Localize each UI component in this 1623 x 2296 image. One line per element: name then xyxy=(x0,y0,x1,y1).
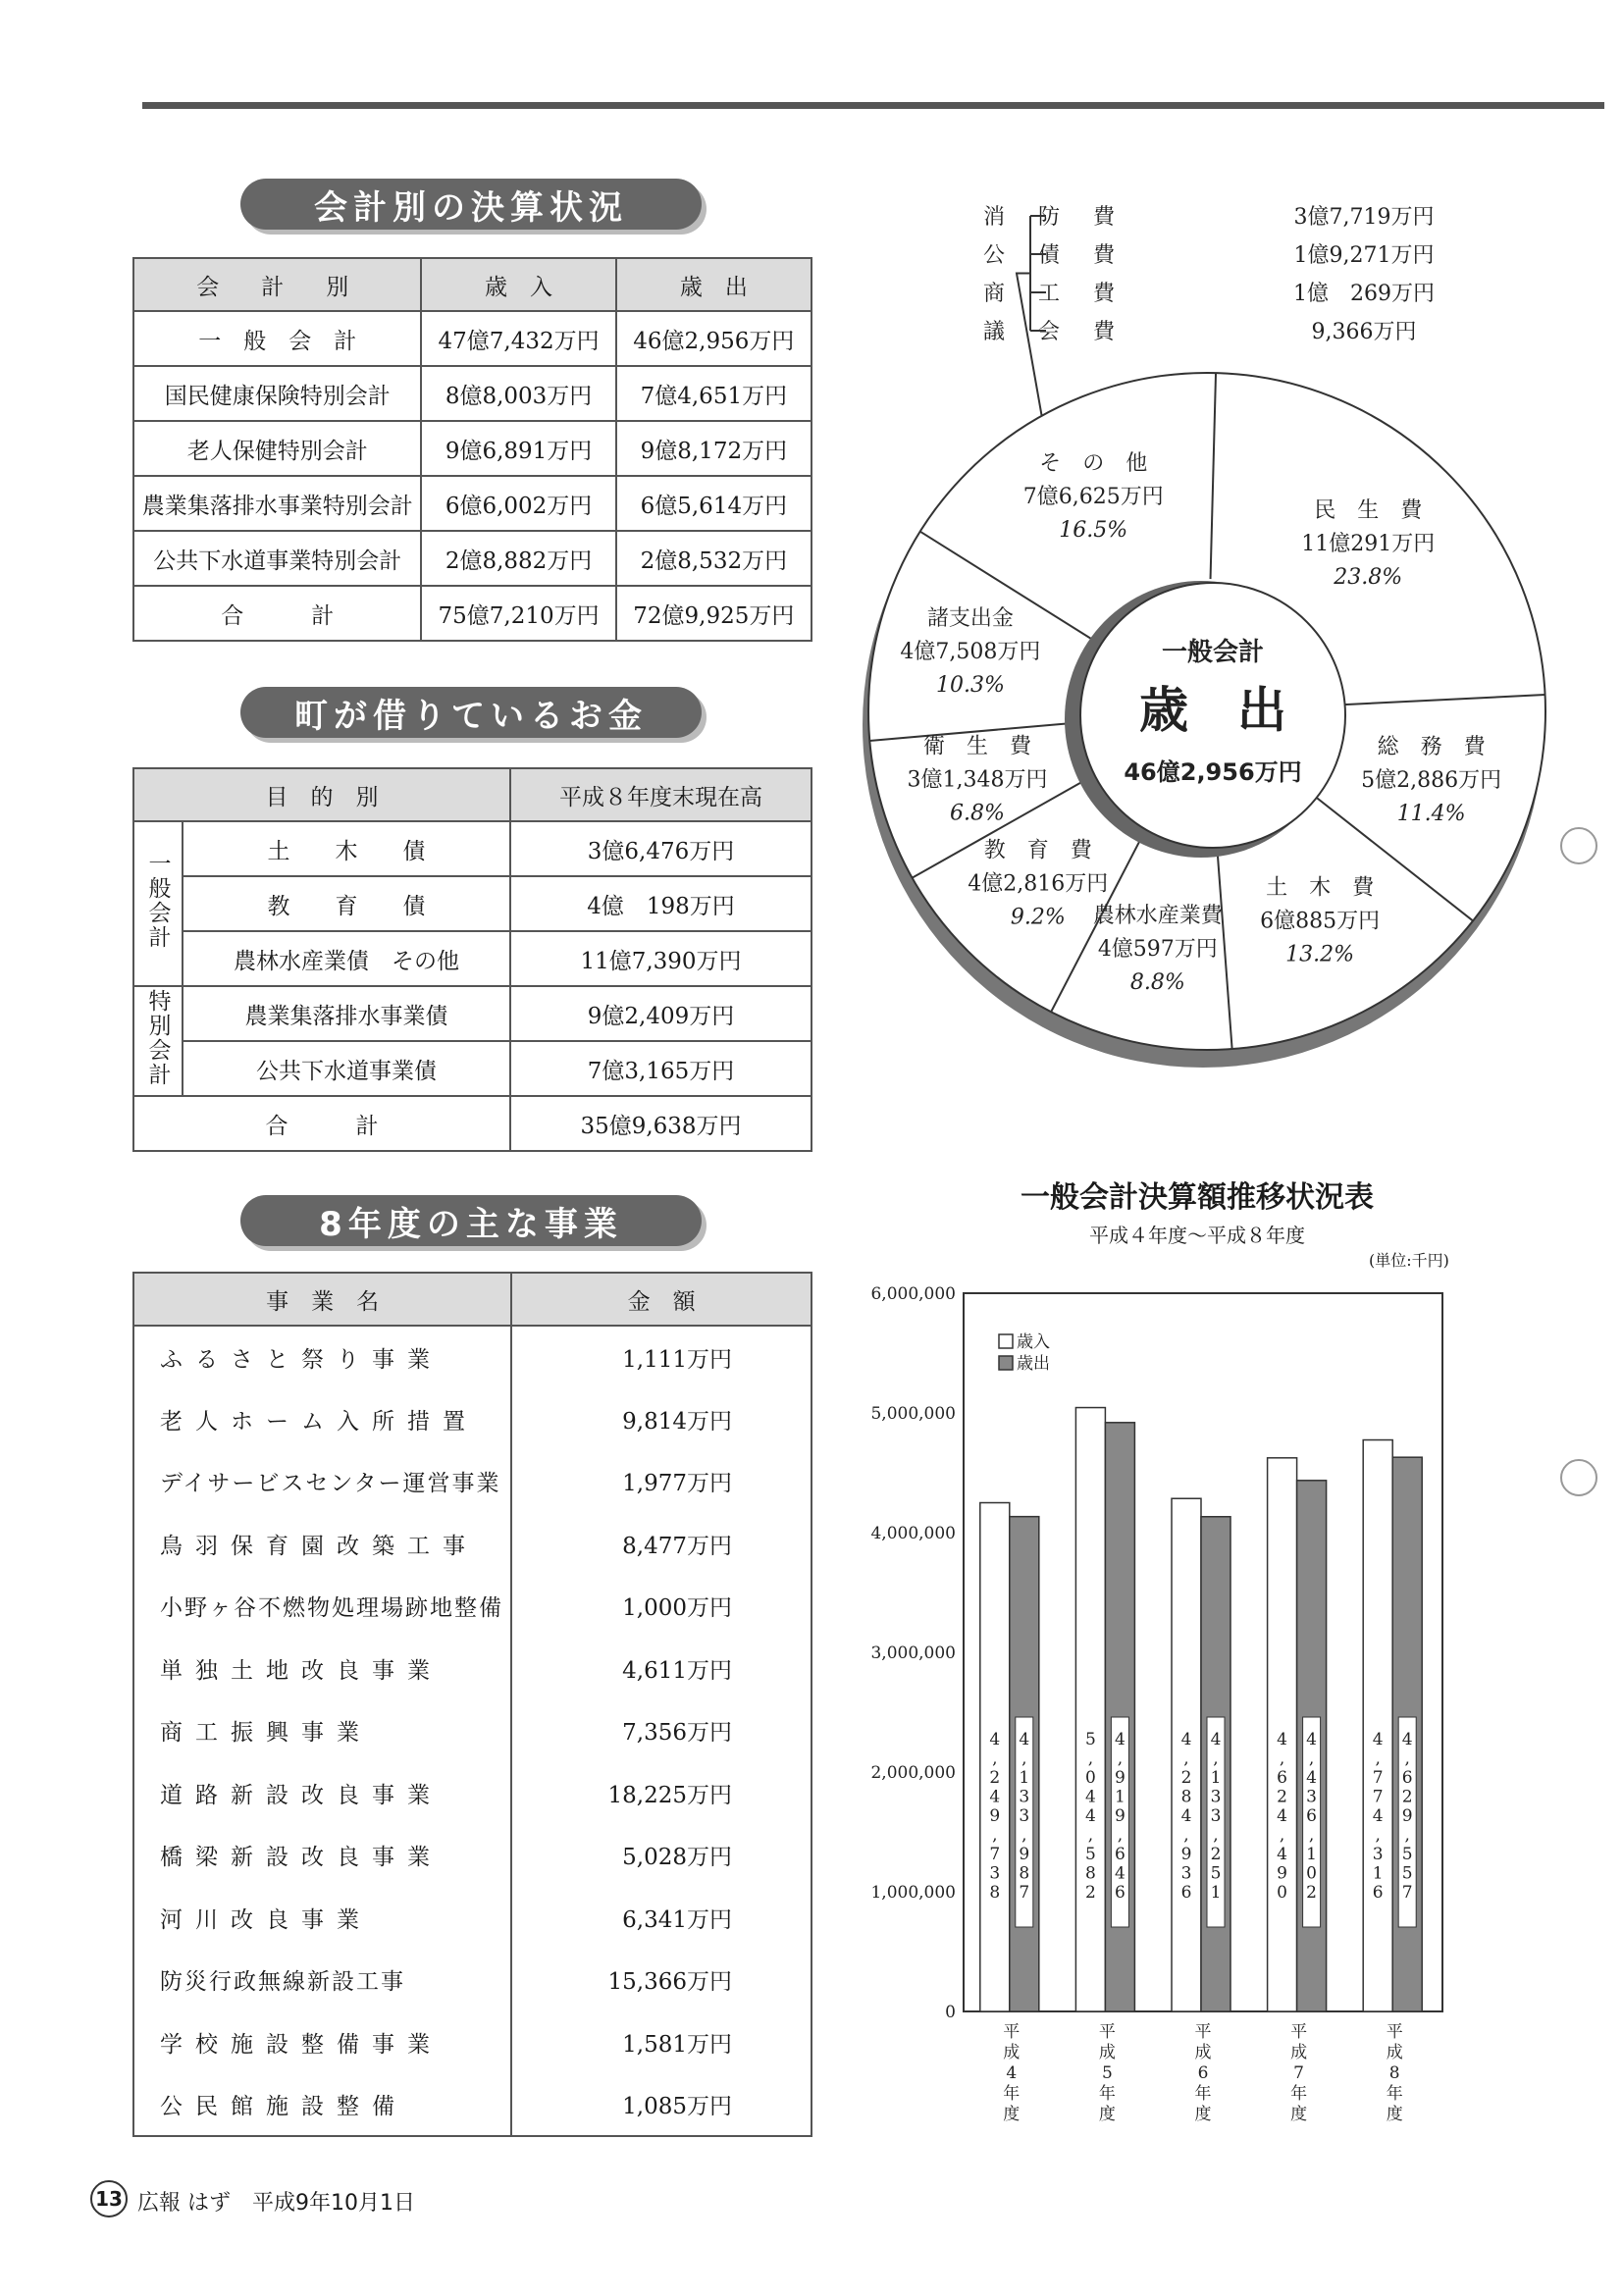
header-balance: 平成８年度末現在高 xyxy=(510,768,812,821)
project-row xyxy=(133,1949,812,2011)
punch-hole xyxy=(1560,1459,1597,1496)
x-category-label xyxy=(1290,2022,1307,2124)
slice-name: 諸支出金 xyxy=(926,605,1014,631)
bar-value-char: 1 xyxy=(1210,1768,1222,1788)
account-name: 老人保健特別会計 xyxy=(133,421,421,476)
x-category-char: 年 xyxy=(1194,2084,1212,2104)
project-amount: 1,581万円 xyxy=(622,2031,732,2058)
bar-value-char: 3 xyxy=(1306,1787,1318,1807)
debt-total-label: 合 計 xyxy=(133,1096,510,1151)
x-category-char: 年 xyxy=(1386,2084,1403,2104)
legend-swatch xyxy=(999,1334,1013,1348)
bar-value-char: 4 xyxy=(1401,1730,1413,1749)
x-category-char: 年 xyxy=(1098,2084,1116,2104)
project-amount: 18,225万円 xyxy=(607,1782,732,1808)
bar-value-char: 4 xyxy=(1180,1806,1192,1826)
y-tick-label: 6,000,000 xyxy=(870,1284,956,1304)
bar-value-char: 8 xyxy=(1180,1787,1192,1807)
bar-value-char: , xyxy=(1279,1825,1285,1846)
bar-value-char: 2 xyxy=(1277,1787,1288,1807)
debt-purpose: 農業集落排水事業債 xyxy=(183,986,510,1041)
x-category-char: 成 xyxy=(1003,2043,1021,2062)
project-amount: 8,477万円 xyxy=(622,1533,732,1559)
x-category-char: 平 xyxy=(1194,2022,1212,2042)
bar-value-char: , xyxy=(1183,1825,1189,1846)
bar-value-char: 5 xyxy=(1210,1863,1222,1884)
y-tick-label: 2,000,000 xyxy=(870,1763,956,1783)
project-row xyxy=(133,2073,812,2136)
bar-value-char: 9 xyxy=(989,1806,1001,1826)
bar-value-char: 6 xyxy=(1401,1768,1413,1788)
bar-value-label xyxy=(1398,1717,1416,1927)
project-name: 防災行政無線新設工事 xyxy=(133,1949,511,2011)
account-name: 農業集落排水事業特別会計 xyxy=(133,476,421,531)
slice-amount: 6億885万円 xyxy=(1260,909,1381,934)
bar-value-char: 3 xyxy=(1372,1845,1384,1864)
debt-table xyxy=(132,767,812,1152)
bar-value-char: 3 xyxy=(1019,1806,1030,1826)
slice-percent: 16.5% xyxy=(1059,518,1128,544)
bar-value-char: 6 xyxy=(1277,1768,1288,1788)
bar-value-char: 7 xyxy=(1372,1787,1384,1807)
x-category-char: 平 xyxy=(1098,2022,1116,2042)
slice-percent: 10.3% xyxy=(935,672,1005,698)
bar-value-char: , xyxy=(1279,1748,1285,1769)
bar-value-char: 1 xyxy=(1114,1787,1126,1807)
bar-value-char: , xyxy=(992,1748,998,1769)
section-title-debt: 町が借りているお金 xyxy=(240,687,702,738)
bar-value-char: 1 xyxy=(1372,1863,1384,1884)
bar-value-char: , xyxy=(1021,1748,1027,1769)
x-category-char: 度 xyxy=(1194,2105,1212,2124)
project-amount: 5,028万円 xyxy=(622,1845,732,1871)
slice-name: 農林水産業費 xyxy=(1092,903,1223,928)
account-expense: 6億5,614万円 xyxy=(616,476,812,531)
bar-value-char: 4 xyxy=(1180,1730,1192,1749)
x-category-char: 6 xyxy=(1197,2063,1209,2083)
debt-purpose: 土 木 債 xyxy=(183,821,510,876)
x-category-char: 4 xyxy=(1006,2063,1018,2083)
bar-value-char: 9 xyxy=(1114,1768,1126,1788)
others-item-amount: 9,366万円 xyxy=(1311,320,1417,344)
x-category-char: 8 xyxy=(1388,2063,1400,2083)
project-amount: 1,111万円 xyxy=(622,1346,732,1373)
project-row xyxy=(133,1513,812,1576)
top-rule xyxy=(142,102,1604,109)
slice-name: 衛 生 費 xyxy=(922,734,1031,759)
project-row xyxy=(133,1762,812,1825)
project-amount: 1,000万円 xyxy=(622,1595,732,1622)
bar-value-char: 1 xyxy=(1019,1768,1030,1788)
bar-value-char: 6 xyxy=(1180,1883,1192,1903)
bar-value-label xyxy=(1016,1717,1033,1927)
project-name: 老人ホーム入所措置 xyxy=(133,1388,511,1451)
bar-value-char: 3 xyxy=(1180,1863,1192,1884)
project-name: 道路新設改良事業 xyxy=(133,1762,511,1825)
account-name: 国民健康保険特別会計 xyxy=(133,366,421,421)
bar-value-char: 9 xyxy=(1019,1845,1030,1864)
bar-chart-subtitle: 平成４年度～平成８年度 xyxy=(1089,1224,1305,1247)
bar-value-char: 6 xyxy=(1114,1883,1126,1903)
project-amount: 7,356万円 xyxy=(622,1720,732,1747)
account-total-label: 合 計 xyxy=(133,586,421,641)
x-category-char: 成 xyxy=(1194,2043,1212,2062)
account-name: 公共下水道事業特別会計 xyxy=(133,531,421,586)
bar-value-char: 2 xyxy=(1306,1883,1318,1903)
project-row xyxy=(133,1699,812,1762)
projects-table xyxy=(132,1272,812,2137)
header-revenue: 歳 入 xyxy=(421,258,615,311)
section-title-projects: 8年度の主な事業 xyxy=(240,1195,702,1246)
punch-hole xyxy=(1560,827,1597,864)
bar-value-char: 4 xyxy=(1277,1730,1288,1749)
bar-value-char: 4 xyxy=(1210,1730,1222,1749)
slice-percent: 23.8% xyxy=(1334,564,1403,590)
account-name: 一 般 会 計 xyxy=(133,311,421,366)
debt-purpose: 教 育 債 xyxy=(183,876,510,931)
bar-value-char: 7 xyxy=(989,1845,1001,1864)
project-row xyxy=(133,1638,812,1700)
account-revenue: 2億8,882万円 xyxy=(421,531,615,586)
bar-chart-unit: (単位:千円) xyxy=(1369,1251,1449,1270)
bar-value-char: 5 xyxy=(1401,1845,1413,1864)
bar-revenue xyxy=(1363,1440,1392,2011)
slice-percent: 13.2% xyxy=(1285,942,1355,967)
x-category-char: 7 xyxy=(1293,2063,1305,2083)
account-revenue: 6億6,002万円 xyxy=(421,476,615,531)
others-item-name: 消 防 費 xyxy=(982,205,1122,230)
project-name: ふるさと祭り事業 xyxy=(133,1326,511,1388)
slice-amount: 5億2,886万円 xyxy=(1361,767,1502,793)
section-title-accounts: 会計別の決算状況 xyxy=(240,179,702,230)
project-name: 単独土地改良事業 xyxy=(133,1638,511,1700)
bar-value-char: , xyxy=(1183,1748,1189,1769)
account-revenue: 9億6,891万円 xyxy=(421,421,615,476)
pie-center-title: 歳 出 xyxy=(1139,682,1286,739)
bar-revenue xyxy=(1075,1408,1105,2011)
slice-amount: 4億7,508万円 xyxy=(900,639,1041,664)
bar-chart-title: 一般会計決算額推移状況表 xyxy=(1021,1180,1374,1215)
project-name: 橋梁新設改良事業 xyxy=(133,1824,511,1887)
x-category-label xyxy=(1387,2022,1403,2124)
account-revenue: 47億7,432万円 xyxy=(421,311,615,366)
x-category-char: 年 xyxy=(1003,2084,1021,2104)
project-name: 小野ヶ谷不燃物処理場跡地整備 xyxy=(133,1575,511,1638)
bar-value-char: 9 xyxy=(1180,1845,1192,1864)
debt-balance: 11億7,390万円 xyxy=(510,931,812,986)
legend-label: 歳出 xyxy=(1017,1354,1050,1374)
bar-value-char: 2 xyxy=(1401,1787,1413,1807)
others-item-amount: 1億 269万円 xyxy=(1293,282,1435,306)
bar-value-char: 8 xyxy=(989,1883,1001,1903)
project-amount: 1,977万円 xyxy=(622,1471,732,1497)
slice-percent: 11.4% xyxy=(1396,801,1466,826)
pie-center-total: 46億2,956万円 xyxy=(1124,758,1302,786)
bar-value-char: 4 xyxy=(1306,1768,1318,1788)
legend-swatch xyxy=(999,1356,1013,1370)
slice-name: 土 木 費 xyxy=(1266,875,1375,901)
debt-balance: 4億 198万円 xyxy=(510,876,812,931)
project-name: デイサービスセンター運営事業 xyxy=(133,1450,511,1513)
bar-value-char: 3 xyxy=(1210,1806,1222,1826)
x-category-char: 度 xyxy=(1386,2105,1403,2124)
debt-balance: 9億2,409万円 xyxy=(510,986,812,1041)
others-item-name: 商 工 費 xyxy=(982,282,1122,306)
bar-value-char: 7 xyxy=(1401,1883,1413,1903)
bar-value-char: 9 xyxy=(1401,1806,1413,1826)
bar-value-char: 7 xyxy=(1019,1883,1030,1903)
bar-value-label xyxy=(1111,1717,1128,1927)
x-category-char: 成 xyxy=(1386,2043,1403,2062)
project-amount: 6,341万円 xyxy=(622,1906,732,1933)
bar-value-char: 4 xyxy=(1114,1863,1126,1884)
others-item-name: 公 債 費 xyxy=(982,243,1122,268)
x-category-char: 成 xyxy=(1290,2043,1308,2062)
bar-value-char: 4 xyxy=(1277,1806,1288,1826)
project-row xyxy=(133,1824,812,1887)
others-breakdown-list xyxy=(983,205,1435,344)
account-expense: 9億8,172万円 xyxy=(616,421,812,476)
bar-value-char: , xyxy=(1404,1825,1410,1846)
y-tick-label: 5,000,000 xyxy=(870,1404,956,1424)
bar-value-char: , xyxy=(1213,1748,1219,1769)
page-number: 13 xyxy=(90,2180,128,2218)
bar-value-char: , xyxy=(1087,1825,1094,1846)
x-category-char: 平 xyxy=(1003,2022,1021,2042)
x-category-char: 年 xyxy=(1290,2084,1308,2104)
bar-value-char: 9 xyxy=(1114,1806,1126,1826)
slice-name: そ の 他 xyxy=(1039,451,1148,477)
bar-value-char: 5 xyxy=(1084,1845,1096,1864)
revenue-expense-bar-chart xyxy=(844,1266,1472,2159)
project-amount: 1,085万円 xyxy=(622,2093,732,2119)
slice-amount: 3億1,348万円 xyxy=(907,767,1048,793)
account-expense: 2億8,532万円 xyxy=(616,531,812,586)
project-name: 公民館施設整備 xyxy=(133,2073,511,2136)
slice-name: 民 生 費 xyxy=(1314,497,1423,523)
bar-value-char: 4 xyxy=(989,1730,1001,1749)
project-row xyxy=(133,1575,812,1638)
account-revenue: 8億8,003万円 xyxy=(421,366,615,421)
y-tick-label: 3,000,000 xyxy=(870,1644,956,1663)
project-row xyxy=(133,1450,812,1513)
x-category-char: 度 xyxy=(1290,2105,1308,2124)
bar-value-char: , xyxy=(1213,1825,1219,1846)
y-tick-label: 0 xyxy=(945,2003,956,2022)
x-category-char: 平 xyxy=(1290,2022,1308,2042)
bar-value-char: 0 xyxy=(1277,1883,1288,1903)
bar-value-char: 2 xyxy=(989,1768,1001,1788)
bar-value-char: , xyxy=(1308,1825,1315,1846)
bar-value-char: 3 xyxy=(989,1863,1001,1884)
account-total-revenue: 75億7,210万円 xyxy=(421,586,615,641)
debt-purpose: 公共下水道事業債 xyxy=(183,1041,510,1096)
bar-value-char: , xyxy=(1117,1748,1124,1769)
bar-value-char: 1 xyxy=(1306,1845,1318,1864)
legend-label: 歳入 xyxy=(1017,1332,1050,1352)
bar-value-char: 3 xyxy=(1210,1787,1222,1807)
group-special-label: 特別会計 xyxy=(144,989,171,1087)
header-account: 会 計 別 xyxy=(133,258,421,311)
bar-value-char: , xyxy=(1375,1825,1381,1846)
bar-value-char: 4 xyxy=(989,1787,1001,1807)
slice-percent: 9.2% xyxy=(1010,905,1066,930)
bar-value-char: 2 xyxy=(1210,1845,1222,1864)
bar-value-char: 1 xyxy=(1210,1883,1222,1903)
slice-amount: 4億597万円 xyxy=(1097,936,1218,962)
bar-value-char: 2 xyxy=(1084,1883,1096,1903)
slice-amount: 7億6,625万円 xyxy=(1022,485,1164,510)
debt-purpose: 農林水産業債 その他 xyxy=(183,931,510,986)
bar-value-char: 9 xyxy=(1277,1863,1288,1884)
slice-name: 総 務 費 xyxy=(1377,734,1486,759)
bar-value-char: 5 xyxy=(1084,1730,1096,1749)
bar-value-char: 4 xyxy=(1372,1730,1384,1749)
bar-value-char: 6 xyxy=(1372,1883,1384,1903)
bar-value-char: 3 xyxy=(1019,1787,1030,1807)
project-row xyxy=(133,1326,812,1388)
y-tick-label: 4,000,000 xyxy=(870,1524,956,1543)
bar-value-label xyxy=(1303,1717,1321,1927)
bar-value-char: , xyxy=(1375,1748,1381,1769)
bar-value-char: 4 xyxy=(1084,1806,1096,1826)
bar-value-char: , xyxy=(992,1825,998,1846)
project-row xyxy=(133,1887,812,1950)
bar-value-char: 8 xyxy=(1019,1863,1030,1884)
header-expense: 歳 出 xyxy=(616,258,812,311)
account-expense: 46億2,956万円 xyxy=(616,311,812,366)
account-total-expense: 72億9,925万円 xyxy=(616,586,812,641)
x-category-char: 5 xyxy=(1101,2063,1113,2083)
x-category-char: 成 xyxy=(1098,2043,1116,2062)
x-category-label xyxy=(1195,2022,1212,2124)
bar-value-char: 4 xyxy=(1306,1730,1318,1749)
bar-value-char: 4 xyxy=(1019,1730,1030,1749)
bar-value-char: 6 xyxy=(1306,1806,1318,1826)
bar-value-char: 4 xyxy=(1372,1806,1384,1826)
bar-value-char: 4 xyxy=(1114,1730,1126,1749)
group-general-label: 一般会計 xyxy=(144,852,171,950)
slice-percent: 8.8% xyxy=(1129,969,1185,995)
bar-value-char: 5 xyxy=(1401,1863,1413,1884)
project-row xyxy=(133,1388,812,1451)
y-tick-label: 1,000,000 xyxy=(870,1883,956,1903)
x-category-char: 度 xyxy=(1003,2105,1021,2124)
bar-value-label xyxy=(1207,1717,1225,1927)
x-category-label xyxy=(1099,2022,1116,2124)
pie-center-subtitle: 一般会計 xyxy=(1161,638,1265,667)
bar-value-char: 0 xyxy=(1306,1863,1318,1884)
project-name: 河川改良事業 xyxy=(133,1887,511,1950)
bar-value-char: 6 xyxy=(1114,1845,1126,1864)
debt-balance: 7億3,165万円 xyxy=(510,1041,812,1096)
bar-value-char: 2 xyxy=(1180,1768,1192,1788)
bar-value-char: 8 xyxy=(1084,1863,1096,1884)
slice-name: 教 育 費 xyxy=(983,838,1092,863)
bar-value-char: 0 xyxy=(1084,1768,1096,1788)
slice-amount: 4億2,816万円 xyxy=(968,871,1109,897)
project-amount: 9,814万円 xyxy=(622,1408,732,1435)
project-name: 商工振興事業 xyxy=(133,1699,511,1762)
accounts-table xyxy=(132,257,812,642)
footer-publication: 広報 はず 平成9年10月1日 xyxy=(137,2191,415,2216)
header-project-amount: 金 額 xyxy=(511,1273,812,1326)
project-row xyxy=(133,2011,812,2074)
debt-total-value: 35億9,638万円 xyxy=(510,1096,812,1151)
bar-value-char: , xyxy=(1404,1748,1410,1769)
bar-value-char: , xyxy=(1021,1825,1027,1846)
others-item-name: 議 会 費 xyxy=(982,320,1122,344)
project-name: 鳥羽保育園改築工事 xyxy=(133,1513,511,1576)
slice-amount: 11億291万円 xyxy=(1301,531,1436,556)
debt-balance: 3億6,476万円 xyxy=(510,821,812,876)
bar-value-char: 4 xyxy=(1277,1845,1288,1864)
others-item-amount: 3億7,719万円 xyxy=(1293,205,1435,230)
bar-value-char: , xyxy=(1117,1825,1124,1846)
expense-pie-chart xyxy=(844,177,1609,1138)
bar-value-char: 7 xyxy=(1372,1768,1384,1788)
x-category-char: 平 xyxy=(1386,2022,1403,2042)
others-item-amount: 1億9,271万円 xyxy=(1293,243,1435,268)
slice-percent: 6.8% xyxy=(950,801,1005,826)
x-category-char: 度 xyxy=(1098,2105,1116,2124)
account-expense: 7億4,651万円 xyxy=(616,366,812,421)
x-category-label xyxy=(1003,2022,1020,2124)
header-purpose: 目 的 別 xyxy=(133,768,510,821)
project-amount: 15,366万円 xyxy=(607,1969,732,1996)
bar-value-char: , xyxy=(1308,1748,1315,1769)
bar-value-char: , xyxy=(1087,1748,1094,1769)
project-amount: 4,611万円 xyxy=(622,1657,732,1684)
project-name: 学校施設整備事業 xyxy=(133,2011,511,2074)
bar-value-char: 4 xyxy=(1084,1787,1096,1807)
header-project-name: 事 業 名 xyxy=(133,1273,511,1326)
